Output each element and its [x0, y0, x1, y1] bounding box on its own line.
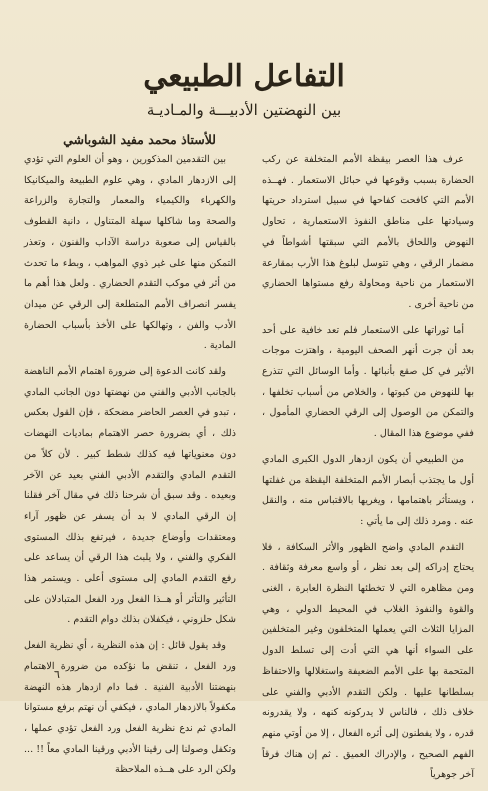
text-column-right	[262, 150, 474, 791]
paragraph: بين التقدمين المذكورين ، وهو أن العلوم التي تؤدي إلى الازدهار المادي ، وهي علوم الطبيعة والميكانيكا والكهرباء والكيمياء والمعمار والتجارة والزراعة والصحة وما شاكلها سهلة المتناول ، دانية القطوف بالقياس إلى صعوبة دراسة الآداب والفنون ، وتعذر التمكن منها على غير ذوي المواهب ، وبطء ما تحدث من أثر في موكب التقدم الحضاري . ولعل هذا أهم ما يفسر انصراف الأمم المتطلعة إلى الرقي عن ميدان الأدب والفن ، وتهالكها على الأخذ بأسباب الحضارة المادية .	[24, 154, 236, 352]
paragraph: ولقد كانت الدعوة إلى ضرورة اهتمام الأمم الناهضة بالجانب الأدبي والفني من نهضتها دون الجانب المادي ، تبدو في العصر الحاضر مضحكة ، فإن القول بعكس ذلك ، أي بضرورة حصر الاهتمام بماديات النهضات دون معنوياتها فيه كذلك شطط كبير . لأن كلاً من التقدم المادي والتقدم الأدبي الفني بعيد عن الآخر وبعيده . وقد سبق أن شرحنا ذلك في مقال آخر فقلنا إن الرقي المادي لا بد أن يسفر عن ظهور آراء ومعتقدات وأوضاع جديدة ، فيرتفع بذلك المستوى الفكري والفني ، ولا يلبث هذا الرقي أن يساعد على رفع التقدم المادي إلى مستوى أعلى . ويستمر هذا التأثير والتأثر أو هــذا الفعل ورد الفعل المتبادلان على شكل حلزوني ، فيكفلان بذلك دوام التقدم .	[24, 366, 236, 626]
paragraph: عرف هذا العصر بيقظة الأمم المتخلفة عن ركب الحضارة بسبب وقوعها في حبائل الاستعمار . فهــذه الأمم التي كافحت كفاحها في سبيل استرداد حريتها وسيادتها على مناطق النفوذ الاستعمارية ، تحاول النهوض واللحاق بالأمم التي سبقتها أشواطاً في مضمار الرقي ، وهي تتوسل لبلوغ هذا الأرب بمقارعة الاستعمار من ناحية ومحاولة رفع مستواها الحضاري من ناحية أخرى .	[262, 154, 474, 310]
author-byline: للأستاذ محمد مفيد الشوباشي	[63, 132, 216, 147]
page-title: التفاعل الطبيعي	[143, 59, 345, 94]
page-subtitle: بين النهضتين الأدبيـــة والمـاديـة	[146, 101, 342, 119]
text-column-left	[24, 150, 236, 786]
paragraph: من الطبيعي أن يكون ازدهار الدول الكبرى المادي أول ما يجتذب أبصار الأمم المتخلفة اليقظة من غفلتها ، ويستأثر باهتمامها ، ويغريها بالاقتباس منه ، والنقل عنه . ومرد ذلك إلى ما يأتي :	[262, 453, 474, 527]
page-number: ٦	[54, 668, 60, 681]
paragraph: وقد يقول قائل : إن هذه النظرية ، أي نظرية الفعل ورد الفعل ، تنقض ما نؤكده من ضرورة الاهتمام بنهضتنا الأدبية الفنية . فما دام ازدهار هذه النهضة مكفولاً بالازدهار المادي ، فيكفي أن نهتم برفع مستوانا المادي ثم ندع نظرية الفعل ورد الفعل تؤدي عملها ، وتكفل وصولنا إلى رقينا الأدبي ورقينا المادي معاً !! ... ولكن الرد على هــذه الملاحظة	[24, 640, 236, 776]
paragraph: أما ثوراتها على الاستعمار فلم تعد خافية على أحد بعد أن جرت أنهر الصحف اليومية ، واهتزت موجات الأثير في كل صقع بأنبائها . وأما الوسائل التي تتذرع بها للنهوض من كبوتها ، والخلاص من أسباب تخلفها ، والتمكن من الوصول إلى الرقي الحضاري المأمول ، ففي موضوع هذا المقال .	[262, 324, 474, 440]
paragraph: التقدم المادي واضح الظهور والأثر السكافة ، فلا يحتاج إدراكه إلى بعد نظر ، أو واسع معرفة وثقافة . ومن مظاهره التي لا تخطئها النظرة العابرة ، الغنى والقوة والنفوذ الغلاب في المحيط الدولي ، وهي المزايا الثلاث التي يعملها المتخلفون وغير المتخلفين على السواء أنها هي التي أدت إلى تسلط الدول المتحمة بها على الأمم الضعيفة واستغلالها والاحتفاظ بسلطانها عليها . ولكن التقدم الأدبي والفني على خلاف ذلك ، فالناس لا يدركونه كنهه ، ولا يقدرونه قدره ، ولا يفطنون إلى أثره الفعال ، إلا من أوتي منهم الفهم الصحيح ، والإدراك العميق . ثم إن هناك فرقاً آخر جوهرياً	[262, 541, 474, 781]
